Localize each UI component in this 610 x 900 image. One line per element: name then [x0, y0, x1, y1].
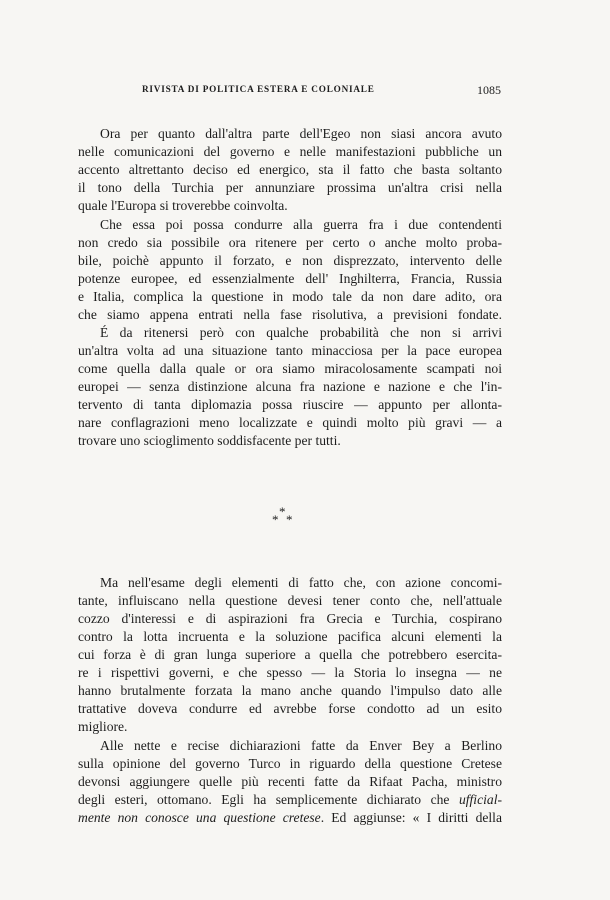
paragraph-line: contro la lotta incruenta e la soluzione pacifica alcuni elementi la — [78, 629, 502, 644]
paragraph-line: Ora per quanto dall'altra parte dell'Egeo non siasi ancora avuto — [100, 126, 502, 141]
running-head — [0, 84, 610, 100]
asterisk: * — [279, 504, 286, 519]
paragraph-line: europei — senza distinzione alcuna fra nazione e nazione e che l'in- — [78, 379, 502, 394]
page-number: 1085 — [477, 83, 501, 97]
paragraph-line: devonsi aggiungere quelle più recenti fatte da Rifaat Pacha, ministro — [78, 774, 502, 789]
paragraph-line: come quella dalla quale or ora siamo miracolosamente scampati noi — [78, 361, 502, 376]
line-italic-text: mente non conosce una questione cretese — [78, 810, 321, 825]
paragraph-line-mixed — [78, 791, 502, 809]
paragraph-line: cozzo d'interessi e di aspirazioni fra Grecia e Turchia, cospirano — [78, 611, 502, 626]
section-separator — [270, 504, 300, 526]
paragraph-line: accento altrettanto deciso ed energico, sta il fatto che basta soltanto — [78, 162, 502, 177]
paragraph-line: potenze europee, ed essenzialmente dell' Inghilterra, Francia, Russia — [78, 271, 502, 286]
paragraph-line: migliore. — [78, 719, 128, 734]
line-italic-text: ufficial- — [458, 792, 502, 807]
journal-title: RIVISTA DI POLITICA ESTERA E COLONIALE — [142, 84, 375, 94]
asterisk: * — [272, 512, 279, 527]
paragraph-line: nare conflagrazioni meno localizzate e quindi molto più gravi — a — [78, 415, 502, 430]
paragraph-line: É da ritenersi però con qualche probabilità che non si arrivi — [100, 325, 502, 340]
paragraph-line: cui forza è di gran lunga superiore a quella che potrebbero esercita- — [78, 647, 502, 662]
line-roman-text: degli esteri, ottomano. Egli ha semplicemente dichiarato che — [78, 792, 459, 807]
paragraph-line: trovare uno scioglimento soddisfacente per tutti. — [78, 433, 341, 448]
paragraph-line: un'altra volta ad una situazione tanto minacciosa per la pace europea — [78, 343, 502, 358]
paragraph-line: Ma nell'esame degli elementi di fatto che, con azione concomi- — [100, 575, 502, 590]
paragraph-line: bile, poichè appunto il forzato, e non disprezzato, intervento delle — [78, 253, 502, 268]
paragraph-line: hanno brutalmente forzata la mano anche quando l'impulso dato alle — [78, 683, 502, 698]
paragraph-line: e Italia, complica la questione in modo tale da non dare adito, ora — [78, 289, 502, 304]
asterisk: * — [286, 512, 293, 527]
paragraph-line: re i rispettivi governi, e che spesso — la Storia lo insegna — ne — [78, 665, 502, 680]
paragraph-line: nelle comunicazioni del governo e nelle manifestazioni pubbliche un — [78, 144, 502, 159]
paragraph-line: tervento di tanta diplomazia possa riuscire — appunto per allonta- — [78, 397, 502, 412]
paragraph-line: Alle nette e recise dichiarazioni fatte da Enver Bey a Berlino — [100, 738, 502, 753]
paragraph-line: non credo sia possibile ora ritenere per certo o anche molto proba- — [78, 235, 502, 250]
paragraph-line: Che essa poi possa condurre alla guerra fra i due contendenti — [100, 217, 502, 232]
paragraph-line: trattative doveva condurre ed avrebbe forse condotto ad un esito — [78, 701, 502, 716]
paragraph-line: che siamo appena entrati nella fase risolutiva, a previsioni fondate. — [78, 307, 502, 322]
line-roman-text: . Ed aggiunse: « I diritti della — [320, 810, 502, 825]
paragraph-line: sulla opinione del governo Turco in riguardo della questione Cretese — [78, 756, 502, 771]
paragraph-line: tante, influiscano nella questione devesi tener conto che, nell'attuale — [78, 593, 502, 608]
paragraph-line: il tono della Turchia per annunziare prossima un'altra crisi nella — [78, 180, 502, 195]
paragraph-line-mixed — [78, 809, 502, 827]
paragraph-line: quale l'Europa si troverebbe coinvolta. — [78, 198, 288, 213]
